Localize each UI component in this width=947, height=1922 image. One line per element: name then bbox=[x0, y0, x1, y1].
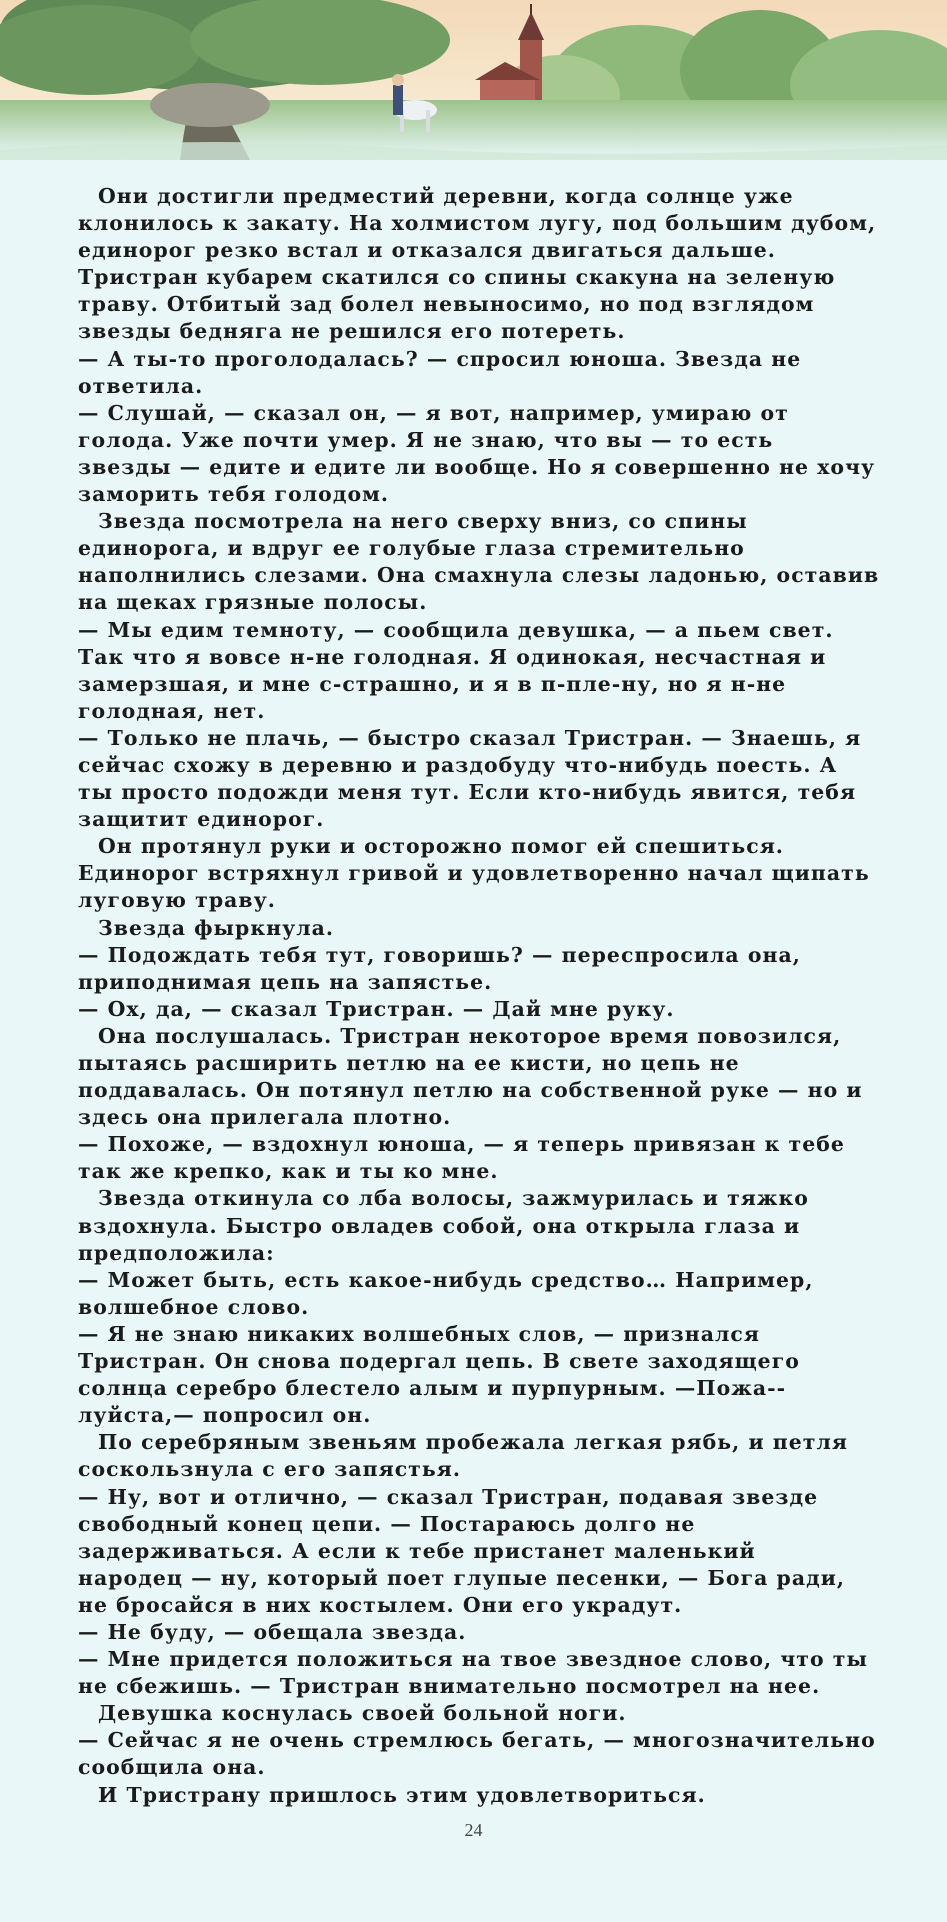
text-line: — Я не знаю никаких волшебных слов, — признался bbox=[78, 1321, 760, 1346]
text-line: — Ну, вот и отлично, — сказал Тристран, подавая звезде bbox=[78, 1484, 819, 1509]
text-line: единорога, и вдруг ее голубые глаза стремительно bbox=[78, 536, 745, 561]
landscape-illustration bbox=[0, 0, 947, 160]
text-line: — Сейчас я не очень стремлюсь бегать, — многозначительно bbox=[78, 1728, 876, 1753]
text-line: на щеках грязные полосы. bbox=[78, 590, 428, 615]
text-line: — Не буду, — обещала звезда. bbox=[78, 1619, 467, 1644]
text-line: задерживаться. А если к тебе пристанет маленький bbox=[78, 1538, 756, 1563]
text-line: свободный конец цепи. — Постараюсь долго не bbox=[78, 1511, 696, 1536]
text-line: — А ты-то проголодалась? — спросил юноша. Звезда не bbox=[78, 346, 802, 371]
text-line: сейчас схожу в деревню и раздобуду что-нибудь поесть. А bbox=[78, 752, 838, 777]
text-line: луйста,— попросил он. bbox=[78, 1403, 372, 1428]
text-line: сообщила она. bbox=[78, 1755, 266, 1780]
text-line: — Мне придется положиться на твое звездное слово, что ты bbox=[78, 1647, 868, 1672]
text-line: ответила. bbox=[78, 373, 204, 398]
text-line: звезды бедняга не решился его потереть. bbox=[78, 319, 626, 344]
text-line: Девушка коснулась своей больной ноги. bbox=[98, 1701, 627, 1726]
text-line: Звезда фыркнула. bbox=[98, 915, 335, 940]
text-line: — Подождать тебя тут, говоришь? — переспросила она, bbox=[78, 942, 801, 967]
text-line: единорог резко встал и отказался двигаться дальше. bbox=[78, 238, 776, 263]
text-line: Тристран. Он снова подергал цепь. В свете заходящего bbox=[78, 1349, 800, 1374]
text-line: — Похоже, — вздохнул юноша, — я теперь привязан к тебе bbox=[78, 1132, 845, 1157]
text-line: поддавалась. Он потянул петлю на собственной руке — но и bbox=[78, 1078, 863, 1103]
text-line: замерзшая, и мне с-страшно, и я в п-пле-ну, но я н-не bbox=[78, 671, 787, 696]
text-line: предположила: bbox=[78, 1240, 275, 1265]
text-line: звезды — едите и едите ли вообще. Но я совершенно не хочу bbox=[78, 454, 876, 479]
text-line: защитит единорог. bbox=[78, 807, 325, 832]
text-line: Он протянул руки и осторожно помог ей спешиться. bbox=[98, 834, 784, 859]
text-line: — Может быть, есть какое-нибудь средство… Например, bbox=[78, 1267, 814, 1292]
story-text bbox=[78, 183, 878, 1809]
text-line: И Тристрану пришлось этим удовлетвориться. bbox=[98, 1782, 706, 1807]
page-number: 24 bbox=[464, 1820, 483, 1840]
text-line: вздохнула. Быстро овладев собой, она открыла глаза и bbox=[78, 1213, 801, 1238]
text-line: Так что я вовсе н-не голодная. Я одинокая, несчастная и bbox=[78, 644, 827, 669]
text-line: приподнимая цепь на запястье. bbox=[78, 969, 493, 994]
text-line: голодная, нет. bbox=[78, 698, 266, 723]
text-line: солнца серебро блестело алым и пурпурным. —Пожа-- bbox=[78, 1376, 787, 1401]
text-line: Звезда посмотрела на него сверху вниз, со спины bbox=[98, 509, 748, 534]
text-line: ты просто подожди меня тут. Если кто-нибудь явится, тебя bbox=[78, 780, 857, 805]
text-line: заморить тебя голодом. bbox=[78, 482, 390, 507]
text-line: не сбежишь. — Тристран внимательно посмотрел на нее. bbox=[78, 1674, 821, 1699]
text-line: здесь она прилегала плотно. bbox=[78, 1105, 452, 1130]
text-line: клонилось к закату. На холмистом лугу, под большим дубом, bbox=[78, 211, 877, 236]
text-line: траву. Отбитый зад болел невыносимо, но под взглядом bbox=[78, 292, 815, 317]
text-line: наполнились слезами. Она смахнула слезы ладонью, оставив bbox=[78, 563, 880, 588]
text-line: Она послушалась. Тристран некоторое время повозился, bbox=[98, 1023, 842, 1048]
text-line: народец — ну, который поет глупые песенки, — Бога ради, bbox=[78, 1565, 846, 1590]
text-line: Единорог встряхнул гривой и удовлетворенно начал щипать bbox=[78, 861, 870, 886]
text-line: не бросайся в них костылем. Они его украдут. bbox=[78, 1592, 683, 1617]
text-line: — Ох, да, — сказал Тристран. — Дай мне руку. bbox=[78, 996, 675, 1021]
text-line: так же крепко, как и ты ко мне. bbox=[78, 1159, 499, 1184]
text-line: — Только не плачь, — быстро сказал Тристран. — Знаешь, я bbox=[78, 725, 862, 750]
text-line: — Мы едим темноту, — сообщила девушка, — а пьем свет. bbox=[78, 617, 834, 642]
text-line: Тристран кубарем скатился со спины скакуна на зеленую bbox=[78, 265, 836, 290]
text-line: волшебное слово. bbox=[78, 1294, 310, 1319]
text-line: соскользнула с его запястья. bbox=[78, 1457, 461, 1482]
text-line: луговую траву. bbox=[78, 888, 276, 913]
text-line: Звезда откинула со лба волосы, зажмурилась и тяжко bbox=[98, 1186, 809, 1211]
text-line: Они достигли предместий деревни, когда солнце уже bbox=[98, 184, 794, 208]
text-line: пытаясь расширить петлю на ее кисти, но цепь не bbox=[78, 1051, 740, 1075]
text-line: голода. Уже почти умер. Я не знаю, что вы — то есть bbox=[78, 427, 774, 452]
text-line: По серебряным звеньям пробежала легкая рябь, и петля bbox=[98, 1430, 849, 1455]
text-line: — Слушай, — сказал он, — я вот, например, умираю от bbox=[78, 400, 789, 425]
